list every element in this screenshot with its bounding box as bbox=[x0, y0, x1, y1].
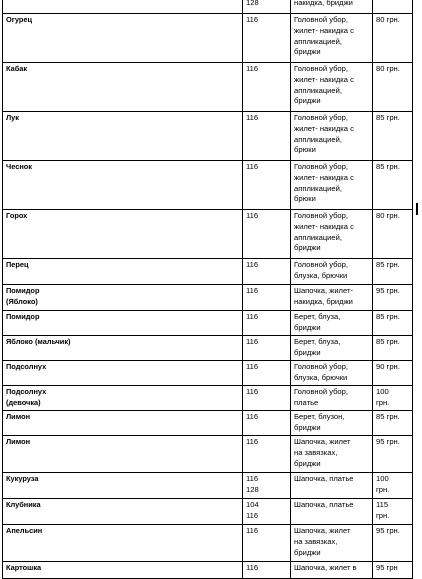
cell-text-line: аппликацией, bbox=[294, 85, 342, 95]
size-cell bbox=[243, 436, 291, 473]
cell-text-line: 80 грн. bbox=[376, 211, 400, 220]
cell-text-line: жилет- накидка с bbox=[294, 123, 354, 133]
price-cell bbox=[373, 562, 413, 579]
cell-text-line: жилет- накидка с bbox=[294, 221, 354, 231]
cell-text-line: 116 bbox=[246, 563, 259, 572]
costume-name-cell bbox=[3, 336, 243, 361]
cell-text-line: 85 грн. bbox=[376, 412, 400, 421]
cell-text-line: Головной убор, bbox=[294, 15, 348, 24]
table-row bbox=[3, 63, 413, 112]
cell-text-line: Головной убор, bbox=[294, 260, 348, 269]
cell-text-line: Помидор bbox=[6, 286, 40, 295]
set-contents-cell bbox=[291, 562, 373, 579]
cell-text-line: Лимон bbox=[6, 412, 31, 421]
size-cell bbox=[243, 386, 291, 411]
cell-text-line: бриджи bbox=[294, 96, 321, 106]
cell-text-line: Подсолнух bbox=[6, 387, 47, 396]
costume-name-cell bbox=[3, 14, 243, 63]
cell-text-line: Кабак bbox=[6, 64, 28, 73]
cell-text-line: аппликацией, bbox=[294, 183, 342, 193]
cell-text-line: Кукуруза bbox=[6, 474, 39, 483]
cell-text-line: Огурец bbox=[6, 15, 33, 24]
size-cell bbox=[243, 311, 291, 336]
page-right-margin bbox=[414, 0, 422, 544]
cell-text-line: бриджи bbox=[294, 347, 321, 357]
text-cursor bbox=[416, 203, 418, 215]
cell-text-line: 104 bbox=[246, 500, 259, 509]
costume-name-cell bbox=[3, 285, 243, 311]
table-row bbox=[3, 210, 413, 259]
price-cell bbox=[373, 259, 413, 285]
cell-text-line: Берет, блузон, bbox=[294, 412, 345, 421]
cell-text-line: 100 bbox=[376, 474, 389, 483]
cell-text-line: 95 грн. bbox=[376, 437, 400, 446]
size-cell bbox=[243, 473, 291, 499]
cell-text-line: Апельсин bbox=[6, 526, 43, 535]
size-cell bbox=[243, 285, 291, 311]
cell-text-line: 95 грн. bbox=[376, 286, 400, 295]
set-contents-cell bbox=[291, 361, 373, 386]
price-cell bbox=[373, 63, 413, 112]
cell-text-line: 116 bbox=[246, 312, 259, 321]
costume-name-cell bbox=[3, 161, 243, 210]
cell-text-line: Лук bbox=[6, 113, 19, 122]
cell-text-line: Чеснок bbox=[6, 162, 32, 171]
cell-text-line: 116 bbox=[246, 113, 259, 122]
cell-text-line: Головной убор, bbox=[294, 387, 348, 396]
cell-text-line: жилет- накидка с bbox=[294, 172, 354, 182]
cell-text-line: 85 грн. bbox=[376, 337, 400, 346]
table-row bbox=[3, 14, 413, 63]
table-row bbox=[3, 311, 413, 336]
set-contents-cell bbox=[291, 411, 373, 436]
cell-text-line: 95 грн. bbox=[376, 526, 400, 535]
table-row bbox=[3, 112, 413, 161]
cell-text-line: 116 bbox=[246, 412, 259, 421]
cell-text-line: жилет- накидка с bbox=[294, 25, 354, 35]
set-contents-cell bbox=[291, 259, 373, 285]
cell-text-line: Головной убор, bbox=[294, 211, 348, 220]
cell-text-line: накидка, бриджи bbox=[294, 296, 353, 306]
cell-text-line: 85 грн. bbox=[376, 162, 400, 171]
price-cell bbox=[373, 473, 413, 499]
cell-text-line: Яблоко (мальчик) bbox=[6, 337, 71, 346]
cell-text-line: Головной убор, bbox=[294, 162, 348, 171]
cell-text-line: Перец bbox=[6, 260, 29, 269]
costume-name-cell bbox=[3, 386, 243, 411]
cell-text-line: на завязках, bbox=[294, 536, 338, 546]
size-cell bbox=[243, 259, 291, 285]
costume-price-table bbox=[2, 0, 413, 579]
price-cell bbox=[373, 285, 413, 311]
price-cell bbox=[373, 411, 413, 436]
cell-text-line: (девочка) bbox=[6, 397, 41, 407]
table-row bbox=[3, 259, 413, 285]
table-row bbox=[3, 499, 413, 525]
cell-text-line: Шапочка, жилет в bbox=[294, 563, 357, 572]
price-cell bbox=[373, 436, 413, 473]
costume-name-cell bbox=[3, 436, 243, 473]
set-contents-cell bbox=[291, 499, 373, 525]
cell-text-line: 95 грн bbox=[376, 563, 398, 572]
cell-text-line: Шапочка, жилет bbox=[294, 526, 351, 535]
cell-text-line: блузка, брючки bbox=[294, 270, 348, 280]
cell-text-line: Помидор bbox=[6, 312, 40, 321]
cell-text-line: Шапочка, платье bbox=[294, 500, 354, 509]
size-cell bbox=[243, 63, 291, 112]
set-contents-cell bbox=[291, 210, 373, 259]
table-row bbox=[3, 386, 413, 411]
costume-name-cell bbox=[3, 411, 243, 436]
cell-text-line: блузка, брючки bbox=[294, 372, 348, 382]
set-contents-cell bbox=[291, 311, 373, 336]
size-cell bbox=[243, 499, 291, 525]
size-cell bbox=[243, 525, 291, 562]
set-contents-cell bbox=[291, 0, 373, 14]
cell-text-line: грн. bbox=[376, 397, 390, 407]
cell-text-line: Головной убор, bbox=[294, 64, 348, 73]
cell-text-line: 116 bbox=[246, 474, 259, 483]
cell-text-line: 116 bbox=[246, 162, 259, 171]
cell-text-line: 116 bbox=[246, 286, 259, 295]
costume-name-cell bbox=[3, 361, 243, 386]
costume-name-cell bbox=[3, 311, 243, 336]
cell-text-line: бриджи bbox=[294, 322, 321, 332]
cell-text-line: брюки bbox=[294, 194, 316, 204]
cell-text-line: бриджи bbox=[294, 47, 321, 57]
price-cell bbox=[373, 0, 413, 14]
cell-text-line: на завязках, bbox=[294, 447, 338, 457]
costume-name-cell bbox=[3, 562, 243, 579]
size-cell bbox=[243, 14, 291, 63]
cell-text-line: 128 bbox=[246, 484, 259, 494]
set-contents-cell bbox=[291, 436, 373, 473]
set-contents-cell bbox=[291, 473, 373, 499]
table-body bbox=[3, 0, 413, 579]
price-cell bbox=[373, 499, 413, 525]
size-cell bbox=[243, 562, 291, 579]
cell-text-line: аппликацией, bbox=[294, 232, 342, 242]
cell-text-line: Берет, блуза, bbox=[294, 337, 341, 346]
set-contents-cell bbox=[291, 336, 373, 361]
cell-text-line: 85 грн. bbox=[376, 260, 400, 269]
size-cell bbox=[243, 336, 291, 361]
costume-name-cell bbox=[3, 259, 243, 285]
cell-text-line: брюки bbox=[294, 145, 316, 155]
table-row bbox=[3, 525, 413, 562]
cell-text-line: 116 bbox=[246, 526, 259, 535]
cell-text-line: бриджи bbox=[294, 458, 321, 468]
cell-text-line: Берет, блуза, bbox=[294, 312, 341, 321]
cell-text-line: Подсолнух bbox=[6, 362, 47, 371]
cell-text-line: Шапочка, платье bbox=[294, 474, 354, 483]
set-contents-cell bbox=[291, 63, 373, 112]
price-cell bbox=[373, 361, 413, 386]
size-cell bbox=[243, 361, 291, 386]
cell-text-line: аппликацией, bbox=[294, 134, 342, 144]
table-row bbox=[3, 0, 413, 14]
table-row bbox=[3, 361, 413, 386]
cell-text-line: 116 bbox=[246, 64, 259, 73]
set-contents-cell bbox=[291, 386, 373, 411]
cell-text-line: 116 bbox=[246, 337, 259, 346]
table-row bbox=[3, 562, 413, 579]
costume-name-cell bbox=[3, 525, 243, 562]
price-cell bbox=[373, 386, 413, 411]
cell-text-line: Шапочка, жилет bbox=[294, 437, 351, 446]
cell-text-line: аппликацией, bbox=[294, 36, 342, 46]
cell-text-line: грн. bbox=[376, 484, 390, 494]
table-row bbox=[3, 161, 413, 210]
size-cell bbox=[243, 0, 291, 14]
cell-text-line: жилет- накидка с bbox=[294, 74, 354, 84]
costume-name-cell bbox=[3, 112, 243, 161]
price-cell bbox=[373, 112, 413, 161]
cell-text-line: Картошка bbox=[6, 563, 42, 572]
price-cell bbox=[373, 161, 413, 210]
set-contents-cell bbox=[291, 285, 373, 311]
size-cell bbox=[243, 411, 291, 436]
costume-name-cell bbox=[3, 499, 243, 525]
cell-text-line: 100 bbox=[376, 387, 389, 396]
cell-text-line: Горох bbox=[6, 211, 28, 220]
cell-text-line: 85 грн. bbox=[376, 113, 400, 122]
cell-text-line: 85 грн. bbox=[376, 312, 400, 321]
costume-name-cell bbox=[3, 210, 243, 259]
cell-text-line: грн. bbox=[376, 510, 390, 520]
cell-text-line: (Яблоко) bbox=[6, 296, 38, 306]
cell-text-line: Шапочка, жилет- bbox=[294, 286, 353, 295]
price-cell bbox=[373, 525, 413, 562]
table-row bbox=[3, 411, 413, 436]
price-cell bbox=[373, 14, 413, 63]
cell-text-line: 116 bbox=[246, 260, 259, 269]
cell-text-line: Головной убор, bbox=[294, 113, 348, 122]
costume-name-cell bbox=[3, 473, 243, 499]
table-row bbox=[3, 473, 413, 499]
costume-name-cell bbox=[3, 63, 243, 112]
cell-text-line: 116 bbox=[246, 362, 259, 371]
cell-text-line: 116 bbox=[246, 437, 259, 446]
cell-text-line: 80 грн. bbox=[376, 15, 400, 24]
set-contents-cell bbox=[291, 161, 373, 210]
cell-text-line: 116 bbox=[246, 15, 259, 24]
table-row bbox=[3, 336, 413, 361]
set-contents-cell bbox=[291, 112, 373, 161]
size-cell bbox=[243, 112, 291, 161]
cell-text-line: бриджи bbox=[294, 243, 321, 253]
cell-text-line: 90 грн. bbox=[376, 362, 400, 371]
set-contents-cell bbox=[291, 14, 373, 63]
cell-text-line: 80 грн. bbox=[376, 64, 400, 73]
price-cell bbox=[373, 210, 413, 259]
price-cell bbox=[373, 336, 413, 361]
cell-text-line: Клубника bbox=[6, 500, 41, 509]
size-cell bbox=[243, 161, 291, 210]
set-contents-cell bbox=[291, 525, 373, 562]
cell-text-line: накидка, бриджи bbox=[294, 0, 353, 7]
cell-text-line: 128 bbox=[246, 0, 259, 7]
size-cell bbox=[243, 210, 291, 259]
table-row bbox=[3, 436, 413, 473]
cell-text-line: 116 bbox=[246, 211, 259, 220]
table-row bbox=[3, 285, 413, 311]
cell-text-line: бриджи bbox=[294, 547, 321, 557]
cell-text-line: 115 bbox=[376, 500, 389, 509]
costume-name-cell bbox=[3, 0, 243, 14]
cell-text-line: Лимон bbox=[6, 437, 31, 446]
cell-text-line: бриджи bbox=[294, 422, 321, 432]
cell-text-line: 116 bbox=[246, 387, 259, 396]
cell-text-line: 116 bbox=[246, 510, 259, 520]
price-cell bbox=[373, 311, 413, 336]
cell-text-line: Головной убор, bbox=[294, 362, 348, 371]
cell-text-line: платье bbox=[294, 397, 319, 407]
